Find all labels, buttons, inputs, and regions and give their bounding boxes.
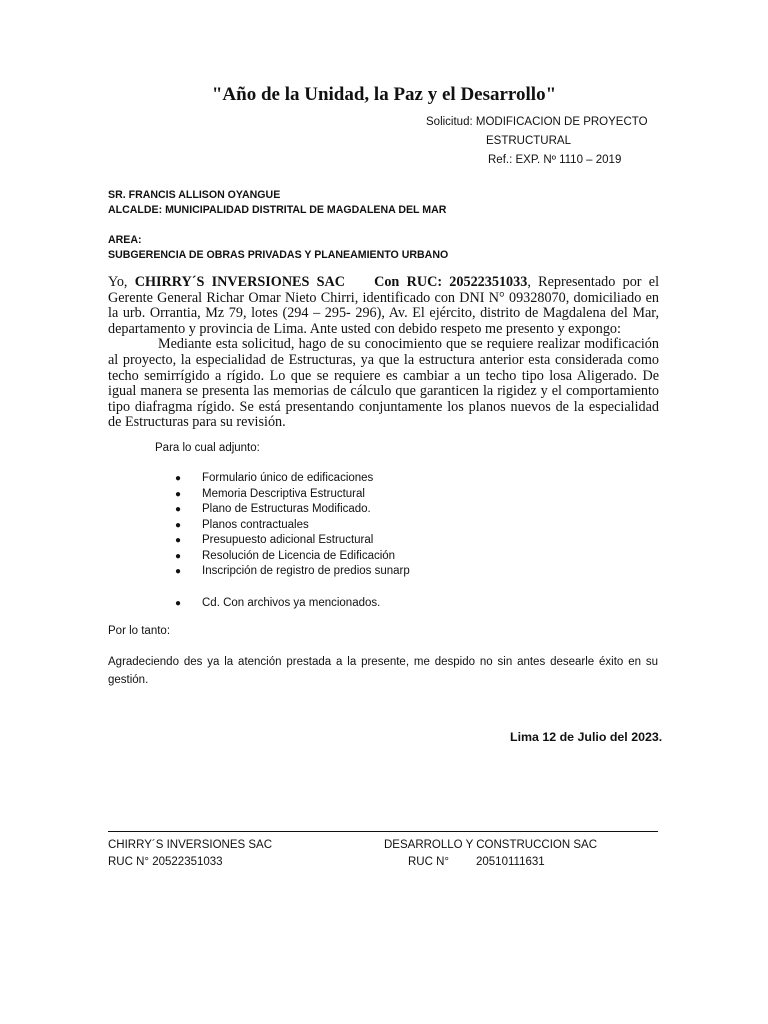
bullet-icon: ● [175,504,182,515]
intro-rest: , Representado por el Gerente General Richar Omar Nieto Chirri, identificado con DNI N° 09328070, domiciliado en la urb. Orrantia, Mz 79, lotes (294 – 295- 296), Av. El ejército, distrito de Magdalena del Mar, departamento y provincia de Lima. Ante usted con debido respeto me presento y expongo: [108,274,660,337]
list-item: ● Inscripción de registro de predios sunarp [175,565,410,577]
signatory-right-ruc-label: RUC N° [408,856,450,868]
list-item: ● Memoria Descriptiva Estructural [175,487,365,500]
bullet-icon: ● [175,550,182,562]
solicitud-line [426,116,648,128]
por-lo-tanto: Por lo tanto: [108,625,171,637]
list-item: ● Planos contractuales [175,518,309,531]
company-ruc: Con RUC: 20522351033 [374,274,528,290]
attachments-intro: Para lo cual adjunto: [155,442,260,454]
bullet-icon: ● [175,473,182,484]
list-item: ● Cd. Con archivos ya mencionados. [175,597,381,609]
area-name: SUBGERENCIA DE OBRAS PRIVADAS Y PLANEAMIENTO URBANO [108,249,449,261]
list-item: ● Formulario único de edificaciones [175,472,374,484]
recipient-name: SR. FRANCIS ALLISON OYANGUE [108,189,281,201]
list-item: ● Plano de Estructuras Modificado. [175,503,371,515]
signatory-left-ruc: RUC N° 20522351033 [108,856,223,868]
closing-paragraph: Agradeciendo des ya la atención prestada a la presente, me despido no sin antes desearle éxito en su gestión. [108,656,658,686]
bullet-icon: ● [175,488,182,500]
intro-paragraph [108,275,659,337]
place-date: Lima 12 de Julio del 2023. [510,730,663,744]
intro-yo: Yo, [108,274,135,290]
bullet-icon: ● [175,535,182,546]
bullet-icon: ● [175,598,182,609]
solicitud-value: MODIFICACION DE PROYECTO [475,116,648,128]
solicitud-value-continued: ESTRUCTURAL [486,135,571,147]
list-item: ● Resolución de Licencia de Edificación [175,549,396,562]
signatory-right-ruc-value: 20510111631 [476,856,545,868]
area-label: AREA: [108,234,142,246]
bullet-icon: ● [175,519,182,531]
solicitud-label: Solicitud: [426,116,473,128]
reference-number: Ref.: EXP. Nº 1110 – 2019 [488,154,622,166]
company-name: CHIRRY´S INVERSIONES SAC [134,274,346,290]
signatory-left-name: CHIRRY´S INVERSIONES SAC [108,839,273,851]
letter-body [108,275,659,431]
signature-line [108,831,658,832]
request-paragraph: Mediante esta solicitud, hago de su conocimiento que se requiere realizar modificación al proyecto, la especialidad de Estructuras, ya que la estructura anterior esta considerada como techo semirrígido a rígido. Lo que se requiere es cambiar a un techo tipo losa Aligerado. De igual manera se presenta las memorias de cálculo que garanticen la rigidez y el comportamiento tipo diafragma rígido. Se está presentando conjuntamente los planos nuevos de la especialidad de Estructuras para su revisión. [108,336,659,431]
signatory-right-name: DESARROLLO Y CONSTRUCCION SAC [384,839,598,851]
document-motto: "Año de la Unidad, la Paz y el Desarrollo" [211,84,557,105]
recipient-title: ALCALDE: MUNICIPALIDAD DISTRITAL DE MAGDALENA DEL MAR [108,204,447,216]
list-item: ● Presupuesto adicional Estructural [175,534,374,546]
bullet-icon: ● [175,566,182,577]
